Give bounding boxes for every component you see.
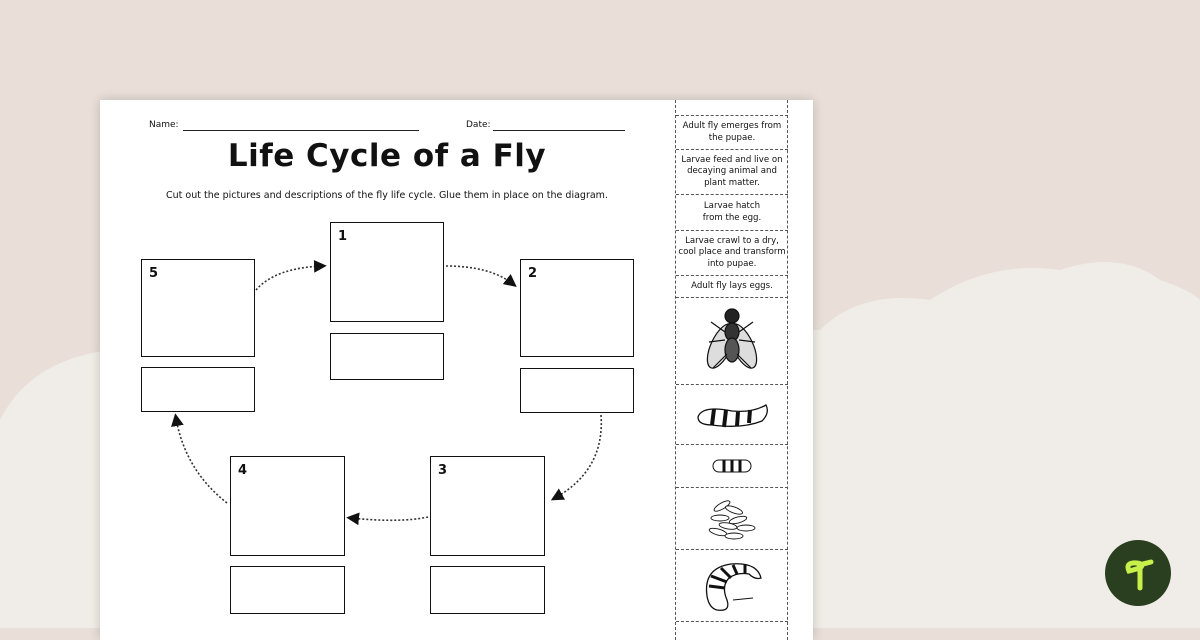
stage-number: 5: [149, 266, 159, 281]
cutout-picture-eggs[interactable]: [676, 488, 788, 550]
larva-icon: [697, 556, 767, 616]
brand-logo: [1105, 540, 1171, 606]
stage-3-description-box[interactable]: [430, 566, 545, 614]
name-label: Name:: [149, 120, 179, 130]
cutout-description[interactable]: Larvae feed and live on decaying animal and plant matter.: [676, 150, 788, 195]
arrow-3-to-4: [351, 517, 428, 520]
stage-4-description-box[interactable]: [230, 566, 345, 614]
cutout-strip: [675, 100, 788, 640]
date-label: Date:: [466, 120, 491, 130]
stage-number: 3: [438, 463, 448, 478]
stage-4-picture-box[interactable]: [230, 456, 345, 556]
cutout-picture-pupa[interactable]: [676, 385, 788, 445]
stage-1-picture-box[interactable]: [330, 222, 444, 322]
worksheet-page: [100, 100, 813, 640]
stage-number: 1: [338, 229, 348, 244]
cutout-picture-adult-fly[interactable]: [676, 298, 788, 385]
cutout-picture-small-larva[interactable]: [676, 445, 788, 488]
stage-2-description-box[interactable]: [520, 368, 634, 413]
cutout-picture-larva[interactable]: [676, 550, 788, 622]
cutout-description[interactable]: Larvae hatch from the egg.: [676, 195, 788, 231]
eggs-icon: [702, 494, 762, 544]
stage-number: 2: [528, 266, 538, 281]
arrow-2-to-3: [555, 415, 601, 498]
cutout-description[interactable]: Adult fly lays eggs.: [676, 276, 788, 298]
instructions: Cut out the pictures and descriptions of the fly life cycle. Glue them in place on the diagram.: [166, 190, 608, 201]
arrow-1-to-2: [446, 266, 513, 284]
stage-3-picture-box[interactable]: [430, 456, 545, 556]
page-title: Life Cycle of a Fly: [227, 138, 547, 174]
stage-number: 4: [238, 463, 248, 478]
pupa-icon: [692, 395, 772, 435]
arrow-4-to-5: [176, 418, 227, 503]
cutout-description[interactable]: Larvae crawl to a dry, cool place and transform into pupae.: [676, 231, 788, 276]
sprout-logo-icon: [1105, 540, 1171, 606]
fly-icon: [697, 302, 767, 380]
stage-5-description-box[interactable]: [141, 367, 255, 412]
stage-1-description-box[interactable]: [330, 333, 444, 380]
arrow-5-to-1: [256, 266, 322, 290]
stage-5-picture-box[interactable]: [141, 259, 255, 357]
cutout-description[interactable]: Adult fly emerges from the pupae.: [676, 115, 788, 150]
stage-2-picture-box[interactable]: [520, 259, 634, 357]
larva-small-icon: [710, 456, 754, 476]
